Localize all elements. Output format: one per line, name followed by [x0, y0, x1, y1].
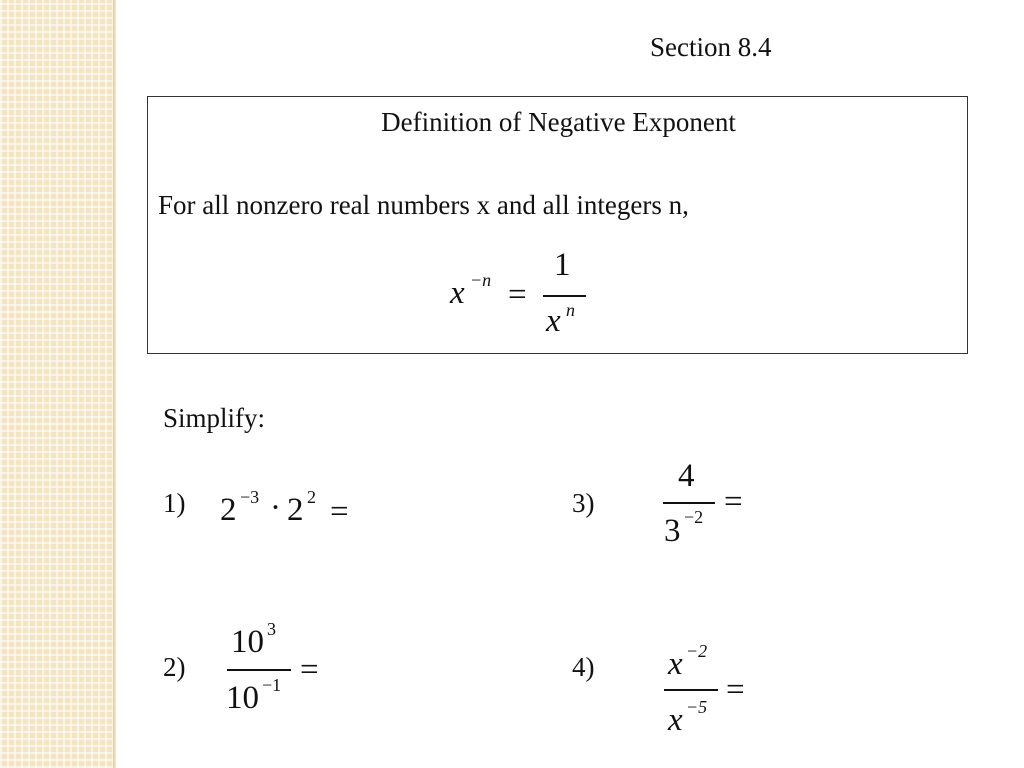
p4-den-exp: −5: [686, 697, 708, 717]
formula-fraction-bar: [543, 295, 586, 297]
p3-den-exp: −2: [684, 507, 704, 527]
p1-exp2: 2: [307, 487, 316, 507]
p3-den-base: 3: [664, 513, 681, 549]
p2-num-base: 10: [231, 624, 264, 660]
p4-den-base: x: [668, 702, 683, 738]
problem-number: 2): [163, 652, 186, 682]
sidebar-edge: [113, 0, 116, 768]
p3-fraction-bar: [663, 502, 715, 504]
p2-den-base: 10: [226, 680, 259, 716]
p4-num-base: x: [668, 646, 683, 682]
p4-fraction-bar: [664, 689, 718, 691]
p3-equals: =: [724, 484, 743, 520]
formula-equals: =: [508, 277, 527, 313]
formula-base: x: [450, 275, 465, 311]
p1-exp1: −3: [240, 487, 260, 507]
definition-box: [147, 96, 968, 354]
p2-equals: =: [300, 652, 319, 688]
problem-number: 4): [572, 652, 595, 682]
p1-base1: 2: [220, 492, 237, 528]
formula-neg-exponent: −n: [470, 270, 492, 290]
p4-equals: =: [726, 672, 745, 708]
problem-number: 3): [572, 488, 595, 518]
p2-num-exp: 3: [267, 619, 276, 639]
p1-dot: ·: [270, 490, 281, 526]
formula-den-base: x: [546, 303, 561, 339]
formula-numerator: 1: [554, 247, 571, 283]
p4-num-exp: −2: [686, 641, 708, 661]
problem-number: 1): [163, 488, 186, 518]
p3-numerator: 4: [678, 458, 695, 494]
formula-den-exponent: n: [566, 300, 575, 320]
p1-equals: =: [330, 494, 349, 530]
simplify-label: Simplify:: [163, 403, 266, 433]
section-heading: Section 8.4: [650, 32, 772, 62]
definition-text: For all nonzero real numbers x and all integers n,: [158, 190, 689, 220]
p2-fraction-bar: [227, 669, 291, 671]
decorative-sidebar: [0, 0, 113, 768]
p1-base2: 2: [287, 492, 304, 528]
definition-title: Definition of Negative Exponent: [381, 107, 736, 137]
p2-den-exp: −1: [262, 675, 282, 695]
